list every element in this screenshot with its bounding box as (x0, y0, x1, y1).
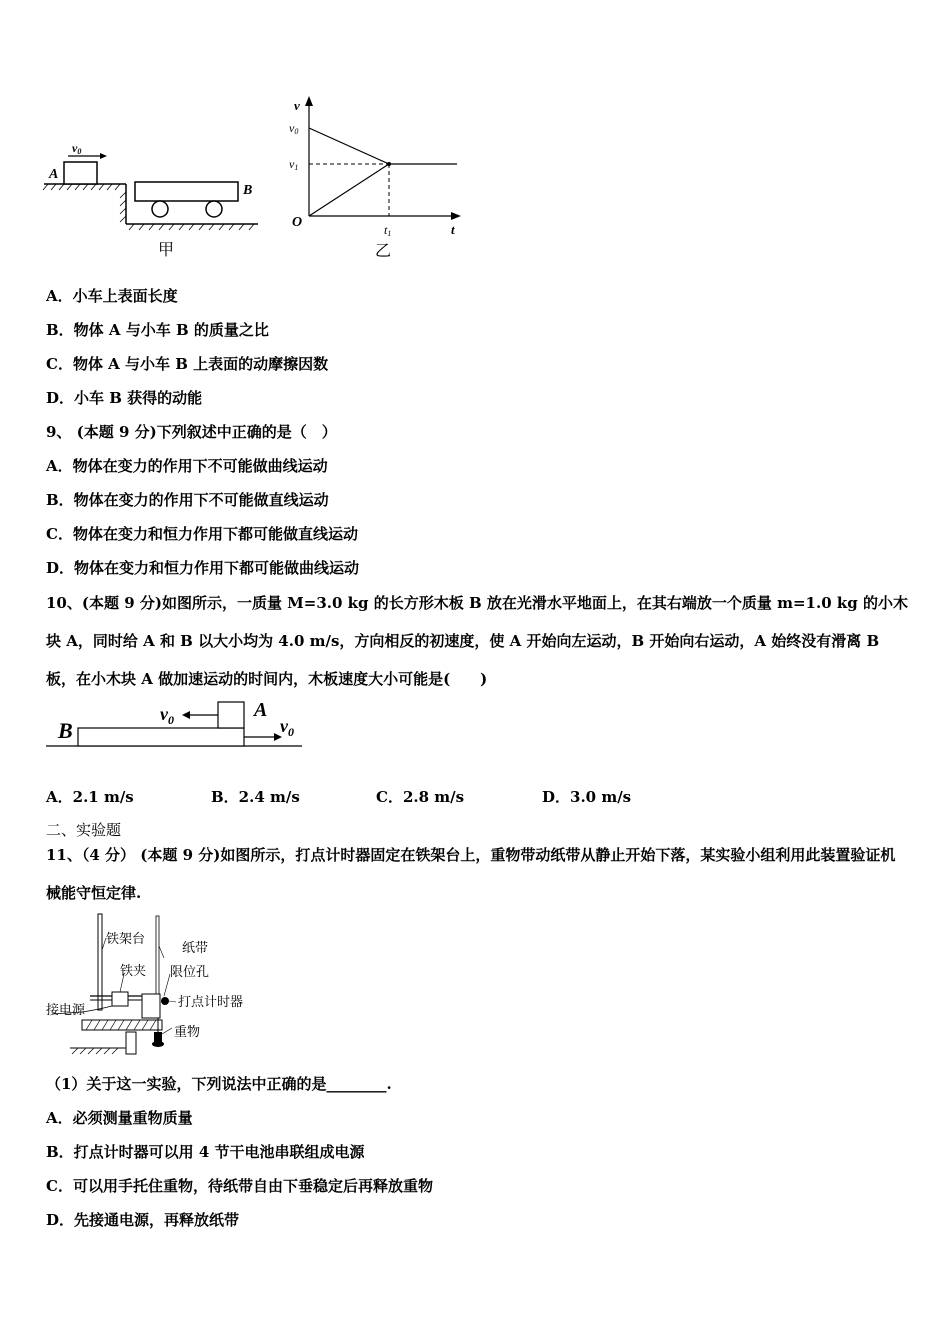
q11-sub1: （1）关于这一实验，下列说法中正确的是________. (46, 1075, 392, 1093)
cart-b (135, 182, 238, 201)
label-iron-stand: 铁架台 (106, 931, 146, 946)
q10-option-c: C．2.8 m/s (376, 788, 465, 806)
axis-v-label: v (294, 98, 300, 113)
q10-stem: 10、(本题 9 分)如图所示，一质量 M=3.0 kg 的长方形木板 B 放在光滑水平地面上，在其右端放一个质量 m=1.0 kg 的小木块 A，同时给 A 和 B 以大小均为 4.0 m/s，方向相反的初速度，使 A 开始向左运动，B 开始向右运动，A 始终没有滑离 B 板，在小木块 A 做加速运动的时间内，木板速度大小可能是( ) (46, 594, 908, 688)
q8-option-a: A．小车上表面长度 (46, 287, 178, 305)
q10-option-d: D．3.0 m/s (542, 788, 632, 806)
line-a (309, 128, 389, 164)
caption-yi: 乙 (375, 243, 392, 260)
q8-option-d: D．小车 B 获得的动能 (46, 389, 203, 407)
section-title: 二、实验题 (46, 821, 122, 839)
block-a (218, 702, 244, 728)
label-a: A (254, 699, 268, 721)
label-b: B (58, 718, 73, 743)
line-b (309, 164, 389, 216)
axis-t-label: t (451, 222, 455, 237)
label-power: 接电源 (46, 1002, 86, 1017)
q8-option-b: B．物体 A 与小车 B 的质量之比 (46, 321, 269, 339)
label-v0-left: $v_0$ (160, 704, 174, 727)
q8-option-c: C．物体 A 与小车 B 上表面的动摩擦因数 (46, 355, 329, 373)
label-v1: v1 (289, 157, 299, 172)
q9-option-c: C．物体在变力和恒力作用下都可能做直线运动 (46, 525, 358, 543)
label-tape: 纸带 (182, 940, 209, 955)
block-a (64, 162, 97, 184)
q9-option-a: A．物体在变力的作用下不可能做曲线运动 (46, 457, 328, 475)
q11-option-d: D．先接通电源，再释放纸带 (46, 1211, 240, 1229)
label-clamp: 铁夹 (120, 963, 147, 978)
label-v0: v0 (72, 141, 82, 156)
q10-figure (44, 694, 306, 754)
q11-option-a: A．必须测量重物质量 (46, 1109, 193, 1127)
label-origin: O (292, 215, 303, 230)
q10-option-b: B．2.4 m/s (211, 788, 300, 806)
q11-apparatus-figure (46, 910, 266, 1060)
figure-jia (40, 138, 270, 263)
label-timer: 打点计时器 (178, 994, 244, 1009)
label-weight: 重物 (174, 1024, 201, 1039)
q11-stem: 11、（4 分） (本题 9 分)如图所示，打点计时器固定在铁架台上，重物带动纸带从静止开始下落，某实验小组利用此装置验证机械能守恒定律. (46, 846, 896, 902)
label-v0: v0 (289, 121, 299, 136)
caption-jia: 甲 (158, 242, 175, 259)
timer-dot (161, 997, 169, 1005)
label-limit-hole: 限位孔 (170, 964, 210, 979)
label-v0-right: $v_0$ (280, 716, 294, 739)
q10-option-a: A．2.1 m/s (46, 788, 134, 806)
q11-option-b: B．打点计时器可以用 4 节干电池串联组成电源 (46, 1143, 365, 1161)
q9-option-b: B．物体在变力的作用下不可能做直线运动 (46, 491, 329, 509)
label-b: B (243, 183, 253, 198)
q9-option-d: D．物体在变力和恒力作用下都可能做曲线运动 (46, 559, 360, 577)
board-b (78, 728, 244, 746)
q9-stem: 9、 (本题 9 分)下列叙述中正确的是（ ） (46, 423, 337, 441)
label-t1: t1 (384, 223, 392, 238)
label-a: A (49, 167, 59, 182)
q11-option-c: C．可以用手托住重物，待纸带自由下垂稳定后再释放重物 (46, 1177, 433, 1195)
figure-yi-vt-graph (285, 92, 470, 264)
